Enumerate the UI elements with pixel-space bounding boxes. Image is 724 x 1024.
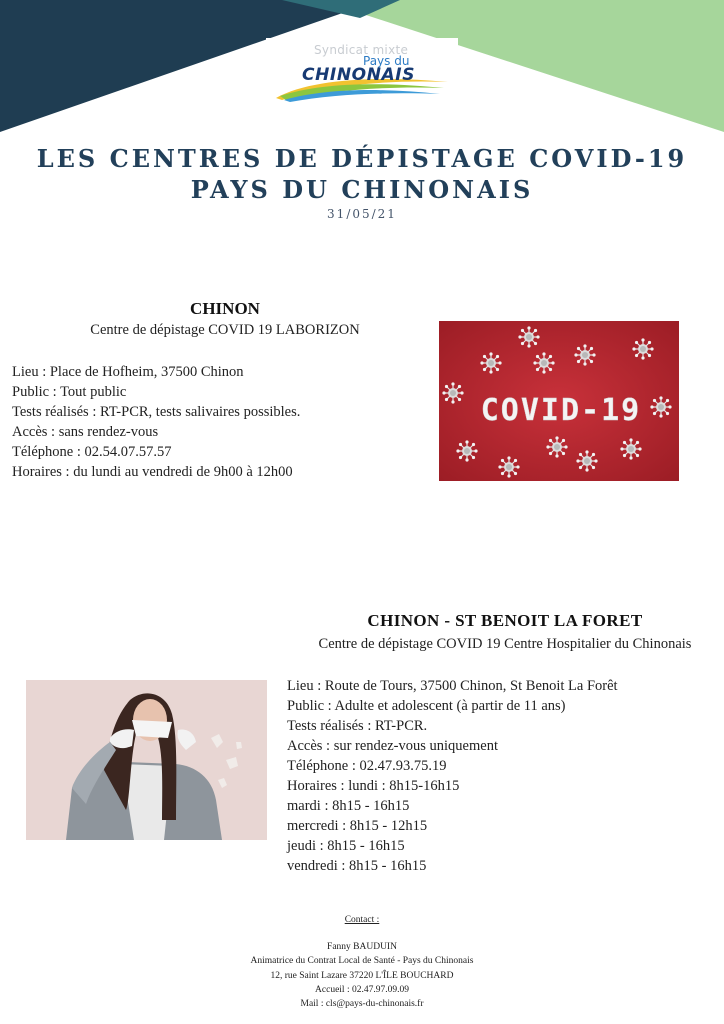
center2-detail-horaires-mercredi: mercredi : 8h15 - 12h15 [287,818,428,834]
contact-phone: Accueil : 02.47.97.09.09 [315,984,409,995]
contact-role: Animatrice du Contrat Local de Santé - Pays du Chinonais [250,956,474,967]
woman-mask-photo [26,680,267,840]
center2-detail-public: Public : Adulte et adolescent (à partir de 11 ans) [287,698,566,714]
page-title-line1: LES CENTRES DE DÉPISTAGE COVID-19 [36,144,688,173]
contact-footer [162,913,562,1011]
center2-detail-tests: Tests réalisés : RT-PCR. [287,718,428,734]
center2-name: Centre de dépistage COVID 19 Centre Hospitalier du Chinonais [318,636,692,652]
center2-detail-acces: Accès : sur rendez-vous uniquement [287,738,498,754]
center2-city: CHINON - ST BENOIT LA FORET [367,611,643,630]
center1-detail-horaires: Horaires : du lundi au vendredi de 9h00 à 12h00 [12,464,293,480]
center1-detail-acces: Accès : sans rendez-vous [12,424,159,440]
center2-detail-horaires-vendredi: vendredi : 8h15 - 16h15 [287,858,427,874]
center2-detail-horaires-jeudi: jeudi : 8h15 - 16h15 [287,838,405,854]
pays-du-chinonais-logo [266,38,458,104]
covid-19-image [439,321,679,481]
logo-text-pays-du: Pays du [363,54,410,68]
contact-address: 12, rue Saint Lazare 37220 L'ÎLE BOUCHARD [270,970,454,981]
contact-name: Fanny BAUDUIN [327,942,397,953]
center1-detail-tests: Tests réalisés : RT-PCR, tests salivaires possibles. [12,404,301,420]
center2-detail-horaires-mardi: mardi : 8h15 - 16h15 [287,798,410,814]
center2-detail-lieu: Lieu : Route de Tours, 37500 Chinon, St Benoit La Forêt [287,678,618,694]
center2-detail-telephone: Téléphone : 02.47.93.75.19 [287,758,447,774]
center1-city: CHINON [190,299,260,318]
center1-details [12,362,300,482]
page-title-line2: PAYS DU CHINONAIS [190,175,534,204]
center1-detail-lieu: Lieu : Place de Hofheim, 37500 Chinon [12,364,244,380]
document-date: 31/05/21 [327,207,397,221]
center1-detail-public: Public : Tout public [12,384,127,400]
contact-email[interactable]: Mail : cls@pays-du-chinonais.fr [300,998,424,1009]
covid-19-image-text: COVID-19 [480,393,642,428]
logo-text-syndicat: Syndicat mixte [314,43,409,57]
contact-label: Contact : [344,915,380,925]
center2-detail-horaires-lundi: Horaires : lundi : 8h15-16h15 [287,778,460,794]
center1-detail-telephone: Téléphone : 02.54.07.57.57 [12,444,172,460]
center1-name: Centre de dépistage COVID 19 LABORIZON [90,322,360,338]
center2-details [287,676,618,876]
logo-text-chinonais: CHINONAIS [302,65,416,85]
